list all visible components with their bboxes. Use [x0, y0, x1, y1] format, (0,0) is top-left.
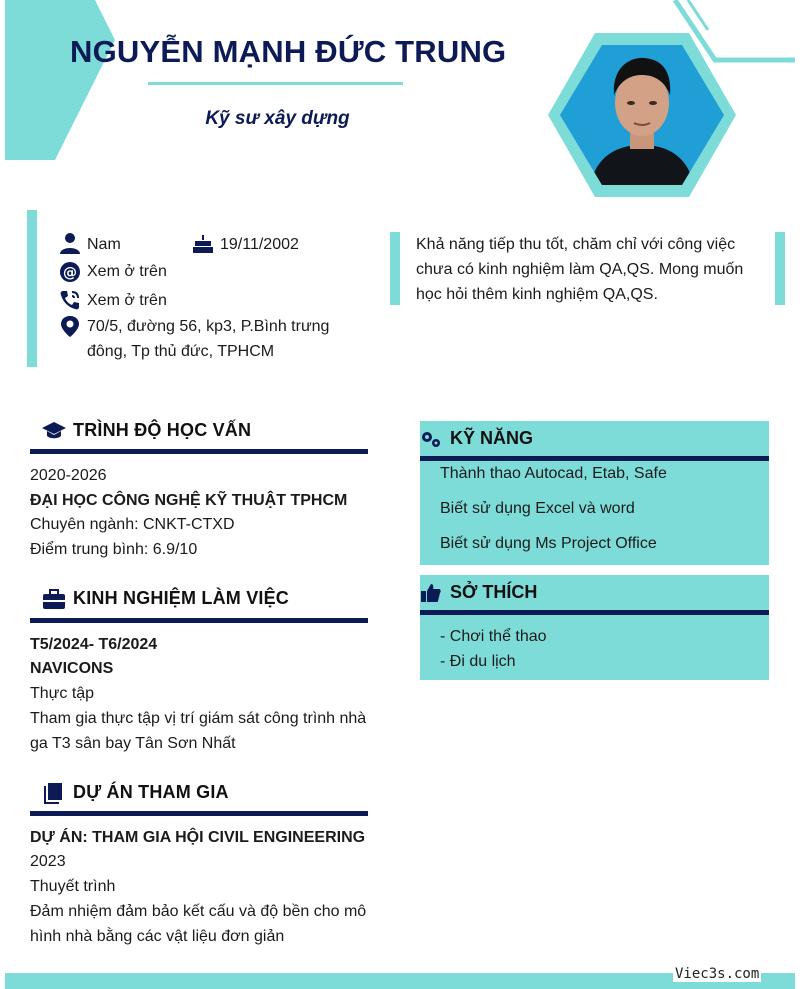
objective-accent-right: [775, 232, 785, 305]
skill-item: Biết sử dụng Excel và word: [440, 500, 635, 517]
hobbies-heading: SỞ THÍCH: [450, 582, 538, 602]
experience-period: T5/2024- T6/2024: [30, 636, 158, 653]
map-pin-icon: [59, 315, 81, 337]
svg-text:@: @: [63, 265, 77, 281]
project-year: 2023: [30, 853, 66, 870]
education-heading: TRÌNH ĐỘ HỌC VẤN: [73, 420, 252, 440]
cake-icon: [192, 232, 214, 254]
experience-divider: [30, 618, 368, 623]
education-period: 2020-2026: [30, 467, 107, 484]
phone-icon: [59, 289, 81, 311]
project-name: DỰ ÁN: THAM GIA HỘI CIVIL ENGINEERING: [30, 829, 366, 846]
projects-heading: DỰ ÁN THAM GIA: [73, 782, 229, 802]
skill-item: Biết sử dụng Ms Project Office: [440, 535, 657, 552]
gender-text: Nam: [87, 236, 121, 253]
contact-accent-bar: [27, 210, 37, 367]
briefcase-icon: [42, 588, 66, 610]
hobbies-section-header: [420, 575, 769, 611]
watermark: Viec3s.com: [675, 966, 760, 982]
projects-section-header: [30, 780, 368, 808]
job-title: Kỹ sư xây dựng: [205, 108, 350, 129]
skills-section-header: [420, 421, 769, 457]
experience-description: Tham gia thực tập vị trí giám sát công trình nhà ga T3 sân bay Tân Sơn Nhất: [30, 710, 367, 752]
user-icon: [59, 232, 81, 254]
title-divider: [148, 82, 403, 85]
candidate-name: NGUYỄN MẠNH ĐỨC TRUNG: [70, 34, 507, 69]
projects-divider: [30, 811, 368, 816]
objective-accent-left: [390, 232, 400, 305]
education-major: Chuyên ngành: CNKT-CTXD: [30, 516, 235, 533]
skill-item: Thành thao Autocad, Etab, Safe: [440, 465, 667, 482]
education-divider: [30, 449, 368, 454]
phone-text: Xem ở trên: [87, 292, 167, 309]
graduation-cap-icon: [42, 420, 66, 442]
thumbs-up-icon: [420, 583, 442, 603]
career-objective: Khả năng tiếp thu tốt, chăm chỉ với công việc chưa có kinh nghiệm làm QA,QS. Mong muốn học hỏi thêm kinh nghiệm QA,QS.: [416, 236, 744, 303]
hobbies-divider: [420, 610, 769, 615]
address-text: 70/5, đường 56, kp3, P.Bình trưng đông, Tp thủ đức, TPHCM: [87, 318, 330, 360]
corner-accent-shape: [5, 0, 115, 160]
project-description: Đảm nhiệm đảm bảo kết cấu và độ bền cho mô hình nhà bằng các vật liệu đơn giản: [30, 903, 367, 945]
at-sign-icon: [59, 261, 81, 283]
education-school: ĐẠI HỌC CÔNG NGHỆ KỸ THUẬT TPHCM: [30, 492, 348, 509]
project-role: Thuyết trình: [30, 878, 116, 895]
hobbies-panel: [420, 575, 769, 680]
experience-company: NAVICONS: [30, 660, 114, 677]
gears-icon: [420, 429, 442, 449]
hobby-item: - Đi du lịch: [440, 653, 516, 670]
book-icon: [42, 782, 66, 804]
profile-photo: [548, 33, 736, 197]
experience-section-header: [30, 586, 368, 614]
hobby-item: - Chơi thể thao: [440, 628, 547, 645]
skills-heading: KỸ NĂNG: [450, 428, 534, 448]
experience-position: Thực tập: [30, 685, 95, 702]
birthday-text: 19/11/2002: [220, 236, 299, 253]
education-gpa: Điểm trung bình: 6.9/10: [30, 541, 198, 558]
experience-heading: KINH NGHIỆM LÀM VIỆC: [73, 588, 290, 608]
email-text: Xem ở trên: [87, 263, 167, 280]
skills-panel: [420, 421, 769, 565]
education-section-header: [30, 418, 368, 446]
